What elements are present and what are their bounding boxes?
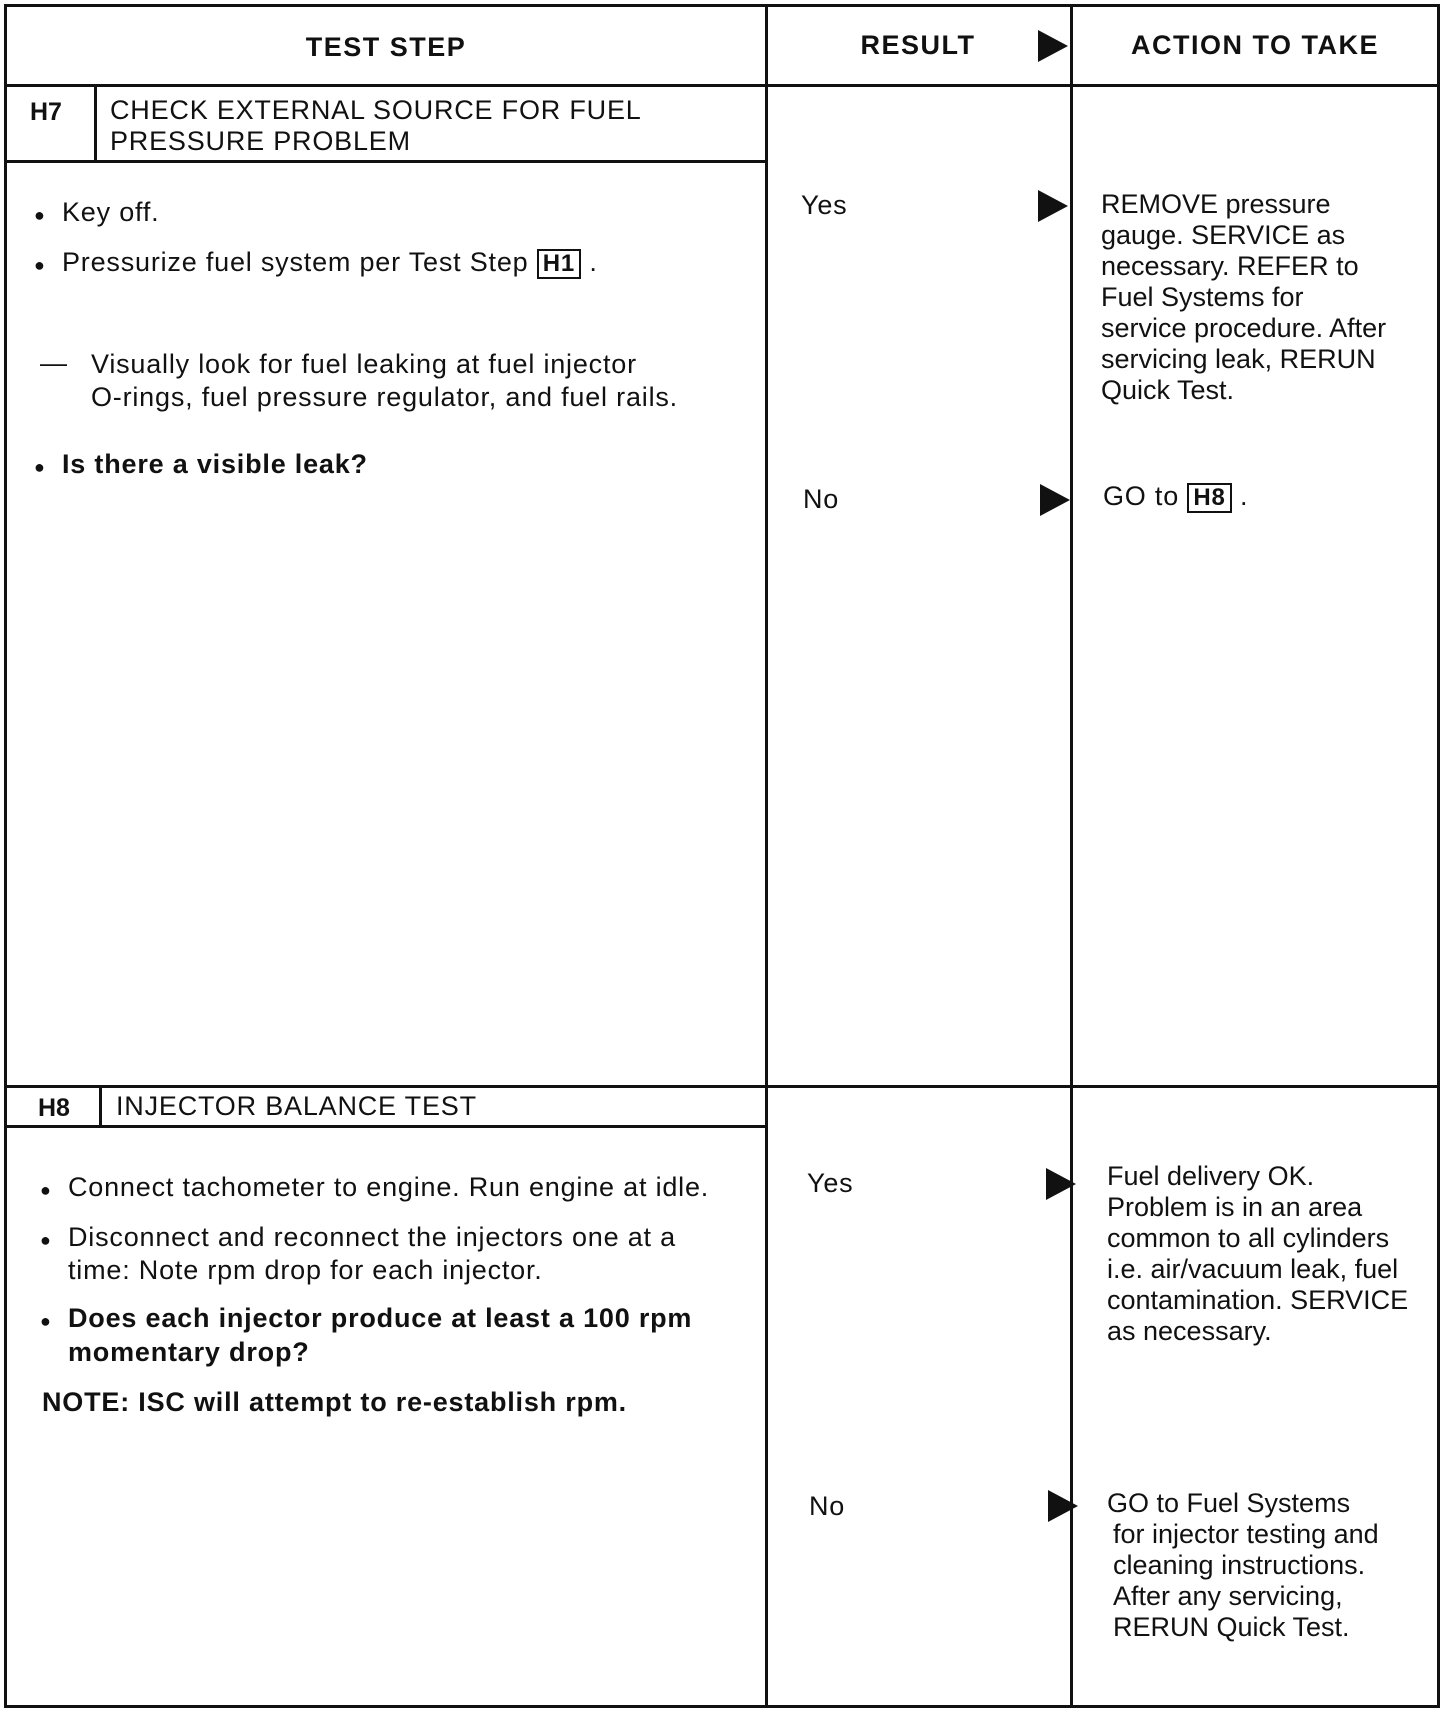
action-line: Fuel Systems for	[1101, 282, 1304, 312]
action-line: GO to Fuel Systems	[1107, 1488, 1351, 1518]
h7-bullet-pressurize	[62, 246, 598, 279]
h7-bullet-pressurize-text: Pressurize fuel system per Test Step	[62, 247, 529, 277]
h7-yes-action	[1101, 189, 1386, 406]
h7-title-line1: CHECK EXTERNAL SOURCE FOR FUEL	[110, 95, 642, 125]
header-test-step: TEST STEP	[305, 32, 467, 62]
h8-step-id: H8	[38, 1094, 70, 1122]
bottom-border	[4, 1705, 1440, 1708]
h7-dash-line2: O-rings, fuel pressure regulator, and fuel rails.	[91, 382, 678, 412]
bullet-icon: ●	[34, 205, 45, 225]
h7-step-id: H7	[30, 98, 62, 126]
h7-no-action-suffix: .	[1239, 481, 1249, 511]
action-line: After any servicing,	[1113, 1581, 1343, 1611]
action-line: as necessary.	[1107, 1316, 1272, 1346]
action-line: REMOVE pressure	[1101, 189, 1331, 219]
header-result: RESULT	[860, 30, 976, 60]
h8-result-no: No	[809, 1491, 846, 1521]
bullet-icon: ●	[34, 457, 45, 477]
action-line: cleaning instructions.	[1113, 1550, 1366, 1580]
column-divider-result	[765, 4, 768, 1708]
result-arrow-icon	[1038, 30, 1068, 62]
arrow-right-icon	[1038, 190, 1068, 222]
left-border	[4, 4, 7, 1708]
h8-bullet-connect: Connect tachometer to engine. Run engine at idle.	[68, 1172, 710, 1202]
h8-question-line2: momentary drop?	[68, 1337, 310, 1367]
dash-icon: —	[40, 348, 67, 378]
h7-id-divider	[94, 84, 97, 162]
bullet-icon: ●	[40, 1311, 51, 1331]
h7-result-yes: Yes	[801, 190, 848, 220]
action-line: Problem is in an area	[1107, 1192, 1363, 1222]
h7-bullet-pressurize-after: .	[589, 247, 598, 277]
h8-id-divider	[99, 1085, 102, 1127]
right-border	[1437, 4, 1440, 1708]
action-line: contamination. SERVICE	[1107, 1285, 1409, 1315]
h7-title-divider	[4, 160, 768, 163]
action-line: service procedure. After	[1101, 313, 1387, 343]
action-line: for injector testing and	[1113, 1519, 1379, 1549]
h7-no-action	[1103, 480, 1248, 513]
header-divider	[4, 84, 1440, 87]
h8-title: INJECTOR BALANCE TEST	[116, 1091, 477, 1121]
action-line: Quick Test.	[1101, 375, 1235, 405]
h8-yes-action	[1107, 1161, 1408, 1347]
bullet-icon: ●	[40, 1230, 51, 1250]
action-line: common to all cylinders	[1107, 1223, 1390, 1253]
h7-result-no: No	[803, 484, 840, 514]
ref-h8-box: H8	[1187, 483, 1231, 513]
h7-bullet-key-off: Key off.	[62, 197, 160, 227]
bullet-icon: ●	[40, 1180, 51, 1200]
h7-title-line2: PRESSURE PROBLEM	[110, 126, 411, 156]
h8-bullet-disconnect-line2: time: Note rpm drop for each injector.	[68, 1255, 543, 1285]
action-line: servicing leak, RERUN	[1101, 344, 1376, 374]
arrow-right-icon	[1040, 484, 1070, 516]
arrow-right-icon	[1048, 1490, 1078, 1522]
h8-question-line1: Does each injector produce at least a 100 rpm	[68, 1303, 693, 1333]
row-divider	[4, 1085, 1440, 1088]
action-line: Fuel delivery OK.	[1107, 1161, 1315, 1191]
arrow-right-icon	[1046, 1168, 1076, 1200]
bullet-icon: ●	[34, 255, 45, 275]
header-action: ACTION TO TAKE	[1131, 30, 1379, 60]
action-line: RERUN Quick Test.	[1113, 1612, 1350, 1642]
h8-no-action	[1107, 1488, 1379, 1643]
action-line: gauge. SERVICE as	[1101, 220, 1346, 250]
top-border	[4, 4, 1440, 7]
action-line: necessary. REFER to	[1101, 251, 1359, 281]
h7-question: Is there a visible leak?	[62, 449, 368, 479]
h8-title-divider	[4, 1125, 768, 1128]
h8-bullet-disconnect-line1: Disconnect and reconnect the injectors one at a	[68, 1222, 676, 1252]
action-line: i.e. air/vacuum leak, fuel	[1107, 1254, 1399, 1284]
column-divider-action	[1070, 4, 1073, 1708]
h7-no-action-prefix: GO to	[1103, 481, 1180, 511]
h8-note: NOTE: ISC will attempt to re-establish rpm.	[42, 1387, 627, 1417]
h7-dash-line1: Visually look for fuel leaking at fuel injector	[91, 349, 637, 379]
h8-result-yes: Yes	[807, 1168, 854, 1198]
ref-h1-box: H1	[537, 249, 581, 279]
